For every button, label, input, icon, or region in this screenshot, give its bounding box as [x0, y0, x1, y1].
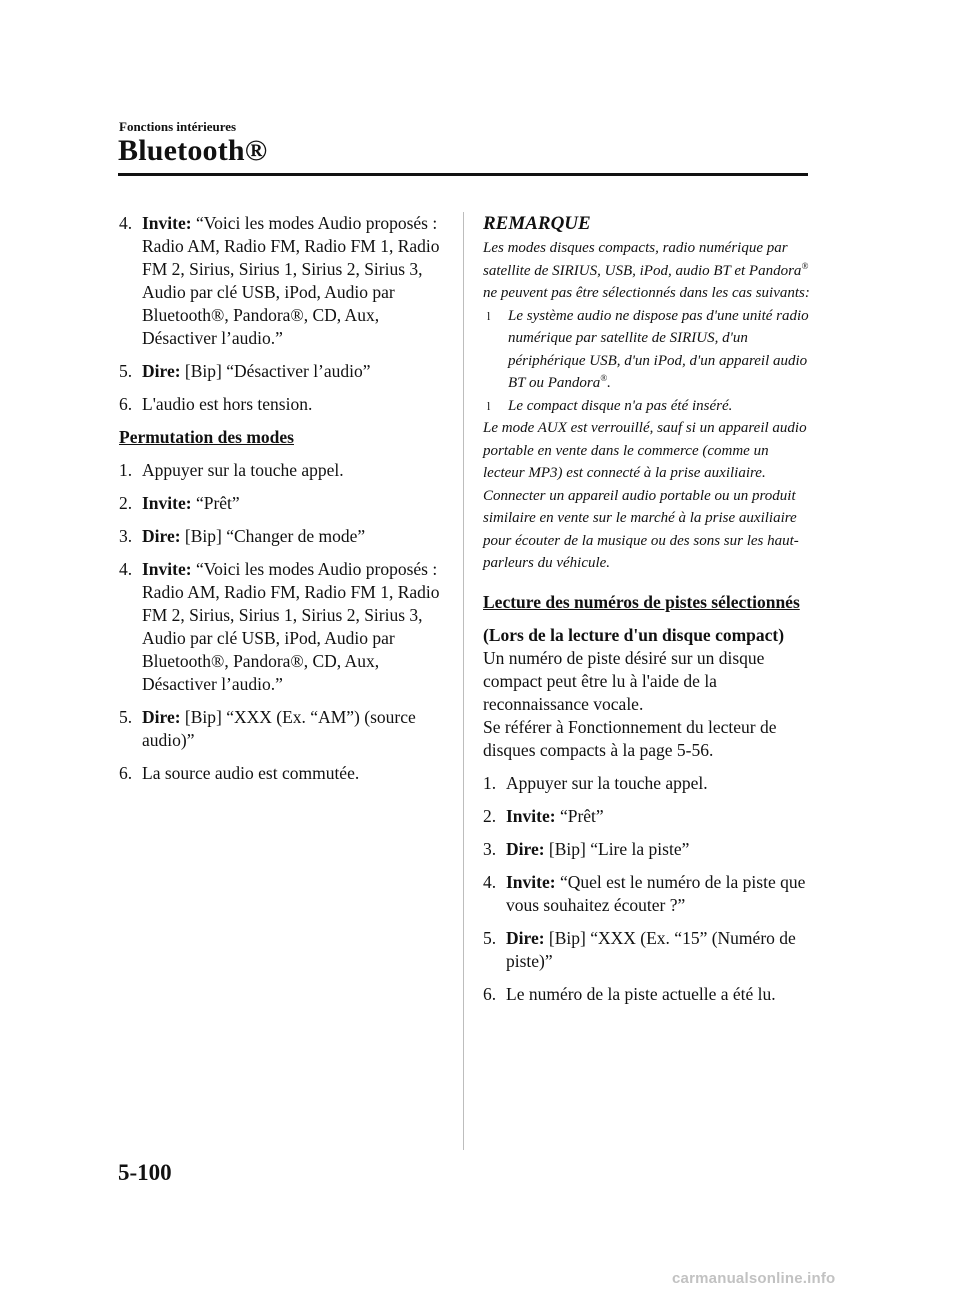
step-item [483, 772, 813, 795]
step-item [483, 927, 813, 973]
step-number: 4. [119, 559, 133, 579]
step-text: [Bip] “XXX (Ex. “AM”) (source audio)” [142, 707, 416, 750]
step-label: Dire: [142, 526, 181, 546]
step-label: Dire: [506, 838, 545, 859]
intro-paragraph: Un numéro de piste désiré sur un disque compact peut être lu à l'aide de la reconnaissance vocale. [483, 647, 765, 714]
step-number: 2. [119, 493, 133, 513]
page-number: 5-100 [118, 1160, 172, 1185]
step-label: Invite: [142, 559, 192, 579]
step-text: Appuyer sur la touche appel. [506, 772, 708, 793]
step-number: 5. [119, 361, 133, 381]
step-number: 1. [483, 772, 497, 793]
right-column [483, 212, 813, 1016]
subheading-mode-switch: Permutation des modes [119, 427, 294, 447]
step-text: “Voici les modes Audio proposés : Radio AM, Radio FM, Radio FM 1, Radio FM 2, Sirius, Sirius 1, Sirius 2, Sirius 3, Audio par clé USB, iPod, Audio par Bluetooth®, Pandora®, CD, Aux, Désactiver l’audio.” [142, 213, 440, 348]
step-text: Le numéro de la piste actuelle a été lu. [506, 983, 776, 1004]
note-bullet: l Le compact disque n'a pas été inséré. [483, 395, 813, 418]
subheading-track-play: Lecture des numéros de pistes sélectionnés [483, 591, 800, 612]
step-text: [Bip] “XXX (Ex. “15” (Numéro de piste)” [506, 927, 796, 971]
step-item [119, 393, 449, 416]
step-label: Invite: [142, 213, 192, 233]
step-text: “Quel est le numéro de la piste que vous souhaitez écouter ?” [506, 871, 806, 915]
step-number: 6. [483, 983, 497, 1004]
step-text: [Bip] “Changer de mode” [180, 526, 366, 546]
step-text: [Bip] “Lire la piste” [544, 838, 690, 859]
step-item [483, 838, 813, 861]
note-aux: Le mode AUX est verrouillé, sauf si un appareil audio portable en vente dans le commerce (comme un lecteur MP3) est connecté à la prise auxiliaire. Connecter un appareil audio portable ou un produit similaire en vente sur le marché à la prise auxiliaire pour écouter de la musique ou des sons sur les haut-parleurs du véhicule. [483, 420, 807, 571]
step-number: 4. [119, 213, 133, 233]
step-item [119, 492, 449, 515]
step-text: La source audio est commutée. [142, 763, 360, 783]
note-bullet: l Le système audio ne dispose pas d'une unité radio numérique par satellite de SIRIUS, d'un périphérique USB, d'un iPod, d'un appareil audio BT ou Pandora®. [483, 305, 813, 395]
step-item [483, 805, 813, 828]
track-play-steps [483, 772, 813, 1006]
step-text: L'audio est hors tension. [142, 394, 313, 414]
step-item [483, 871, 813, 917]
bullet-icon: l [487, 308, 491, 323]
step-label: Dire: [142, 361, 181, 381]
step-item [119, 360, 449, 383]
mode-switch-steps [119, 459, 449, 785]
reference-paragraph: Se référer à Fonctionnement du lecteur de disques compacts à la page 5-56. [483, 716, 777, 760]
step-label: Dire: [506, 927, 545, 948]
step-text: “Prêt” [555, 805, 604, 826]
step-label: Invite: [506, 871, 556, 892]
step-item [119, 558, 449, 696]
step-number: 1. [119, 460, 133, 480]
page-title: Bluetooth® [118, 134, 268, 167]
step-label: Dire: [142, 707, 181, 727]
step-number: 3. [119, 526, 133, 546]
bullet-icon: l [487, 398, 491, 413]
step-text: [Bip] “Désactiver l’audio” [180, 361, 371, 381]
step-number: 4. [483, 871, 497, 892]
note-body [483, 237, 813, 575]
step-number: 6. [119, 763, 133, 783]
step-item [119, 459, 449, 482]
condition-text: (Lors de la lecture d'un disque compact) [483, 624, 785, 645]
step-item [119, 706, 449, 752]
note-title: REMARQUE [483, 213, 591, 234]
step-number: 2. [483, 805, 497, 826]
watermark: carmanualsonline.info [672, 1270, 836, 1287]
column-divider [463, 212, 464, 1150]
step-item [119, 762, 449, 785]
header-rule [118, 173, 808, 176]
step-number: 3. [483, 838, 497, 859]
step-number: 5. [119, 707, 133, 727]
section-label: Fonctions intérieures [119, 119, 237, 134]
note-intro: Les modes disques compacts, radio numérique par satellite de SIRIUS, USB, iPod, audio BT et Pandora® ne peuvent pas être sélectionnés dans les cas suivants: [483, 240, 810, 301]
step-text: “Voici les modes Audio proposés : Radio AM, Radio FM, Radio FM 1, Radio FM 2, Sirius, Sirius 1, Sirius 2, Sirius 3, Audio par clé USB, iPod, Audio par Bluetooth®, Pandora®, CD, Aux, Désactiver l’audio.” [142, 559, 440, 694]
mode-off-steps [119, 212, 449, 416]
step-text: Appuyer sur la touche appel. [142, 460, 344, 480]
step-label: Invite: [142, 493, 192, 513]
left-column [119, 212, 449, 795]
step-item [483, 983, 813, 1006]
step-number: 6. [119, 394, 133, 414]
step-item [119, 212, 449, 350]
step-label: Invite: [506, 805, 556, 826]
step-item [119, 525, 449, 548]
step-number: 5. [483, 927, 497, 948]
step-text: “Prêt” [191, 493, 240, 513]
